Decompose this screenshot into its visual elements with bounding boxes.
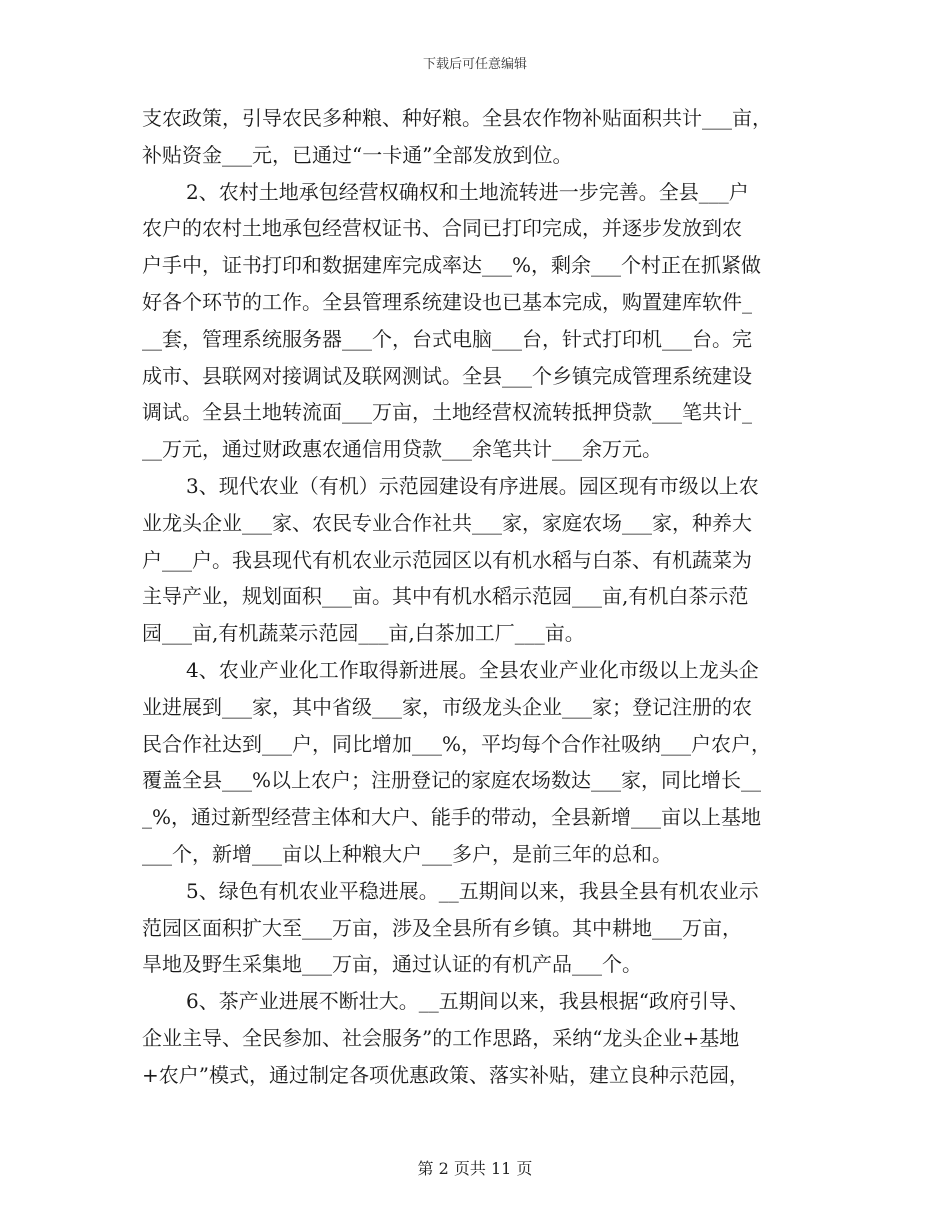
text-line: 旱地及野生采集地___万亩，通过认证的有机产品___个。 [142, 952, 642, 977]
page-footer: 第 2 页共 11 页 [417, 1159, 533, 1178]
text-line: 调试。全县土地转流面___万亩，土地经营权流转抵押贷款___笔共计_ [142, 400, 752, 425]
text-line: 补贴资金___元，已通过“一卡通”全部发放到位。 [142, 142, 573, 167]
text-line: +农户”模式，通过制定各项优惠政策、落实补贴，建立良种示范园， [142, 1062, 749, 1087]
text-line: 业进展到___家，其中省级___家，市级龙头企业___家；登记注册的农 [142, 694, 752, 719]
text-line: 覆盖全县___%以上农户；注册登记的家庭农场数达___家，同比增长__ [142, 768, 762, 793]
text-line: 户___户。我县现代有机农业示范园区以有机水稻与白茶、有机蔬菜为 [142, 547, 752, 572]
text-line: 支农政策，引导农民多种粮、种好粮。全县农作物补贴面积共计___亩， [142, 106, 772, 130]
page-header: 下载后可任意编辑 [422, 57, 527, 72]
text-line: 园___亩,有机蔬菜示范园___亩,白茶加工厂___亩。 [142, 621, 585, 646]
text-line: 业龙头企业___家、农民专业合作社共___家，家庭农场___家，种养大 [142, 510, 752, 535]
text-line: 户手中，证书打印和数据建库完成率达___%，剩余___个村正在抓紧做 [142, 253, 762, 278]
text-line: _%，通过新型经营主体和大户、能手的带动，全县新增___亩以上基地 [142, 805, 762, 830]
text-line: 企业主导、全民参加、社会服务”的工作思路，采纳“龙头企业+基地 [142, 1025, 740, 1050]
text-line: 5、绿色有机农业平稳进展。__五期间以来，我县全县有机农业示 [186, 878, 759, 903]
text-line: 范园区面积扩大至___万亩，涉及全县所有乡镇。其中耕地___万亩， [142, 915, 742, 940]
text-line: __套，管理系统服务器___个，台式电脑___台，针式打印机___台。完 [142, 326, 752, 351]
text-line: __万元，通过财政惠农通信用贷款___余笔共计___余万元。 [142, 437, 662, 462]
text-line: 6、茶产业进展不断壮大。__五期间以来，我县根据“政府引导、 [186, 989, 749, 1014]
text-line: 3、现代农业（有机）示范园建设有序进展。园区现有市级以上农 [186, 473, 759, 498]
document-body [142, 100, 822, 1094]
text-line: 成市、县联网对接调试及联网测试。全县___个乡镇完成管理系统建设 [142, 363, 752, 388]
text-line: 主导产业，规划面积___亩。其中有机水稻示范园___亩,有机白茶示范 [142, 584, 749, 609]
text-line: ___个，新增___亩以上种粮大户___多户，是前三年的总和。 [142, 841, 672, 866]
text-line: 农户的农村土地承包经营权证书、合同已打印完成，并逐步发放到农 [142, 216, 742, 241]
text-line: 2、农村土地承包经营权确权和土地流转进一步完善。全县___户 [186, 179, 749, 204]
text-line: 好各个环节的工作。全县管理系统建设也已基本完成，购置建库软件_ [142, 289, 752, 314]
text-line: 4、农业产业化工作取得新进展。全县农业产业化市级以上龙头企 [186, 657, 759, 682]
text-line: 民合作社达到___户，同比增加___%，平均每个合作社吸纳___户农户， [142, 731, 772, 756]
